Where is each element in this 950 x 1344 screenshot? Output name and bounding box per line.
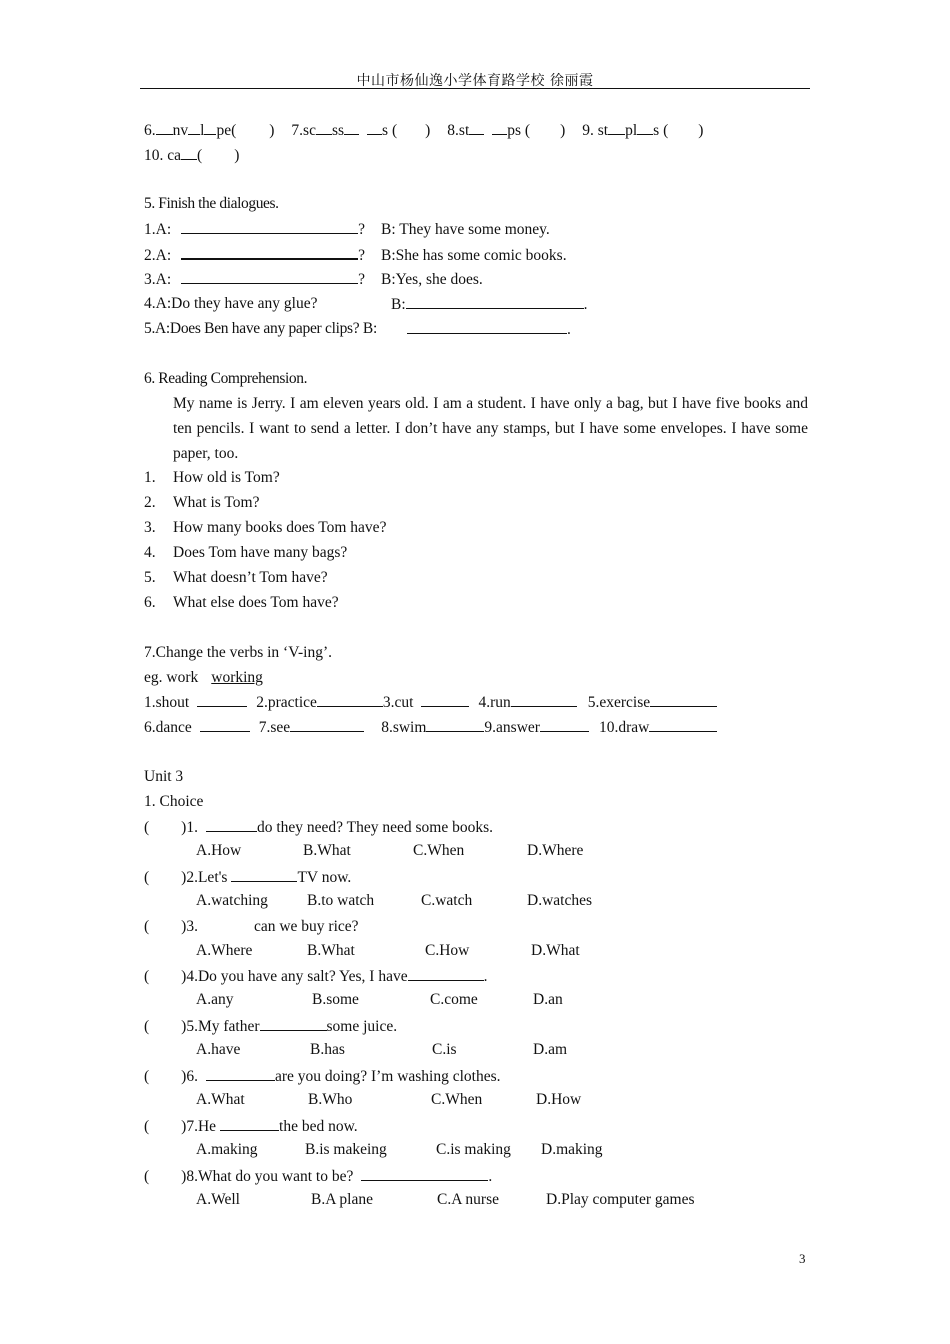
choice-option[interactable]: C.come — [430, 991, 478, 1009]
example-line: eg. work working — [144, 669, 263, 686]
choice-option[interactable]: A.any — [196, 991, 234, 1009]
reading-question: 4. Does Tom have many bags? — [144, 543, 348, 561]
answer-blank[interactable] — [206, 1066, 275, 1081]
answer-blank[interactable] — [181, 269, 358, 284]
reading-question: 3. How many books does Tom have? — [144, 518, 387, 536]
choice-option[interactable]: B.What — [303, 842, 351, 859]
choice-option[interactable]: B.A plane — [311, 1190, 373, 1208]
choice-question: ( )6. are you doing? I’m washing clothes. — [144, 1068, 501, 1085]
header-rule — [140, 88, 810, 89]
dialogue-4: 4.A:Do they have any glue? — [144, 295, 318, 312]
dialogue-4-answer: B: . — [391, 296, 588, 313]
choice-heading: 1. Choice — [144, 793, 204, 810]
spelling-row-1: 6. nv l pe( ) 7.sc ss s ( ) 8.st ps ( ) 9. st pl s ( ) — [144, 122, 704, 139]
answer-blank[interactable] — [421, 692, 469, 707]
dialogue-2: 2.A: ? B:She has some comic books. — [144, 244, 567, 266]
reading-passage: My name is Jerry. I am eleven years old. I am a student. I have only a bag, but I have five books and ten pencils. I want to send a letter. I don’t have any stamps, but I have some envelopes. I have some paper, too. — [173, 395, 808, 462]
choice-option[interactable]: C.How — [425, 941, 470, 959]
choice-option[interactable]: C.When — [413, 842, 465, 859]
answer-blank[interactable] — [200, 717, 250, 732]
choice-option[interactable]: B.some — [312, 991, 359, 1009]
answer-blank[interactable] — [649, 717, 717, 732]
answer-blank[interactable] — [231, 867, 297, 882]
choice-question: ( )2.Let's TV now. — [144, 868, 352, 886]
choice-option[interactable]: D.How — [536, 1091, 582, 1108]
choice-question: ( )5.My father some juice. — [144, 1018, 398, 1036]
choice-option[interactable]: D.Where — [527, 842, 584, 859]
choice-question: ( )8.What do you want to be? . — [144, 1167, 493, 1185]
choice-option[interactable]: A.Well — [196, 1190, 240, 1208]
choice-option[interactable]: C.A nurse — [437, 1190, 499, 1208]
answer-blank[interactable] — [407, 319, 567, 334]
answer-blank[interactable] — [181, 244, 358, 260]
reading-question: 2. What is Tom? — [144, 493, 260, 511]
answer-blank[interactable] — [408, 966, 484, 981]
answer-blank[interactable] — [220, 1116, 279, 1131]
unit-title: Unit 3 — [144, 768, 184, 785]
blank[interactable] — [492, 120, 507, 135]
choice-question: ( )3. can we buy rice? — [144, 917, 359, 935]
verbs-row-2: 6.dance 7.see 8.swim 9.answer 10.draw — [144, 717, 717, 738]
reading-question: 6. What else does Tom have? — [144, 593, 339, 611]
answer-blank[interactable] — [406, 294, 584, 309]
reading-question: 5. What doesn’t Tom have? — [144, 568, 328, 586]
page-header: 中山市杨仙逸小学体育路学校 徐丽霞 — [356, 73, 594, 89]
dialogue-3: 3.A: ? B:Yes, she does. — [144, 271, 483, 288]
blank[interactable] — [469, 120, 484, 135]
blank[interactable] — [344, 120, 359, 135]
choice-question: ( )1. do they need? They need some books. — [144, 819, 493, 836]
choice-option[interactable]: D.Play computer games — [546, 1190, 695, 1208]
blank[interactable] — [156, 120, 173, 135]
blank[interactable] — [204, 120, 216, 135]
choice-option[interactable]: D.watches — [527, 891, 592, 909]
choice-option[interactable]: B.has — [310, 1041, 345, 1059]
answer-blank[interactable] — [206, 817, 257, 832]
choice-option[interactable]: A.Where — [196, 941, 253, 959]
blank[interactable] — [367, 120, 382, 135]
choice-option[interactable]: A.have — [196, 1041, 241, 1059]
choice-option[interactable]: D.am — [533, 1041, 568, 1059]
answer-blank[interactable] — [540, 717, 589, 732]
choice-option[interactable]: C.When — [431, 1091, 483, 1108]
choice-question: ( )4.Do you have any salt? Yes, I have . — [144, 968, 488, 986]
blank[interactable] — [316, 120, 332, 135]
section-6-heading: 6. Reading Comprehension. — [144, 370, 308, 387]
spelling-row-2: 10. ca ( ) — [144, 147, 240, 164]
choice-option[interactable]: B.What — [307, 941, 355, 959]
dialogue-1: 1.A: ? B: They have some money. — [144, 221, 550, 238]
choice-option[interactable]: D.making — [541, 1140, 603, 1158]
answer-blank[interactable] — [426, 717, 484, 732]
blank[interactable] — [608, 120, 625, 135]
answer-blank[interactable] — [650, 692, 717, 707]
section-7-heading: 7.Change the verbs in ‘V-ing’. — [144, 644, 332, 661]
choice-option[interactable]: A.How — [196, 842, 242, 859]
verbs-row-1: 1.shout 2.practice 3.cut 4.run 5.exercise — [144, 692, 717, 713]
dialogue-5-answer: . — [407, 319, 571, 340]
choice-option[interactable]: C.is — [432, 1041, 457, 1059]
answer-blank[interactable] — [197, 692, 247, 707]
choice-option[interactable]: D.What — [531, 941, 580, 959]
answer-blank[interactable] — [317, 692, 383, 707]
choice-option[interactable]: B.Who — [308, 1091, 353, 1108]
choice-option[interactable]: A.What — [196, 1091, 245, 1108]
choice-option[interactable]: C.is making — [436, 1140, 511, 1158]
answer-blank[interactable] — [260, 1016, 327, 1031]
choice-option[interactable]: B.is makeing — [305, 1140, 387, 1158]
choice-question: ( )7.He the bed now. — [144, 1117, 358, 1135]
reading-question: 1. How old is Tom? — [144, 469, 280, 486]
page-number: 3 — [799, 1251, 806, 1266]
dialogue-5: 5.A:Does Ben have any paper clips? B: — [144, 320, 377, 337]
answer-blank[interactable] — [290, 717, 364, 732]
choice-option[interactable]: C.watch — [421, 891, 473, 909]
section-5-heading: 5. Finish the dialogues. — [144, 195, 279, 212]
choice-option[interactable]: A.watching — [196, 891, 268, 909]
answer-blank[interactable] — [511, 692, 577, 707]
answer-blank[interactable] — [181, 219, 358, 234]
blank[interactable] — [637, 120, 653, 135]
blank[interactable] — [181, 145, 197, 160]
blank[interactable] — [188, 120, 200, 135]
example-answer: working — [211, 669, 263, 686]
choice-option[interactable]: B.to watch — [307, 891, 375, 909]
answer-blank[interactable] — [361, 1166, 488, 1181]
choice-option[interactable]: D.an — [533, 991, 563, 1009]
choice-option[interactable]: A.making — [196, 1140, 258, 1158]
